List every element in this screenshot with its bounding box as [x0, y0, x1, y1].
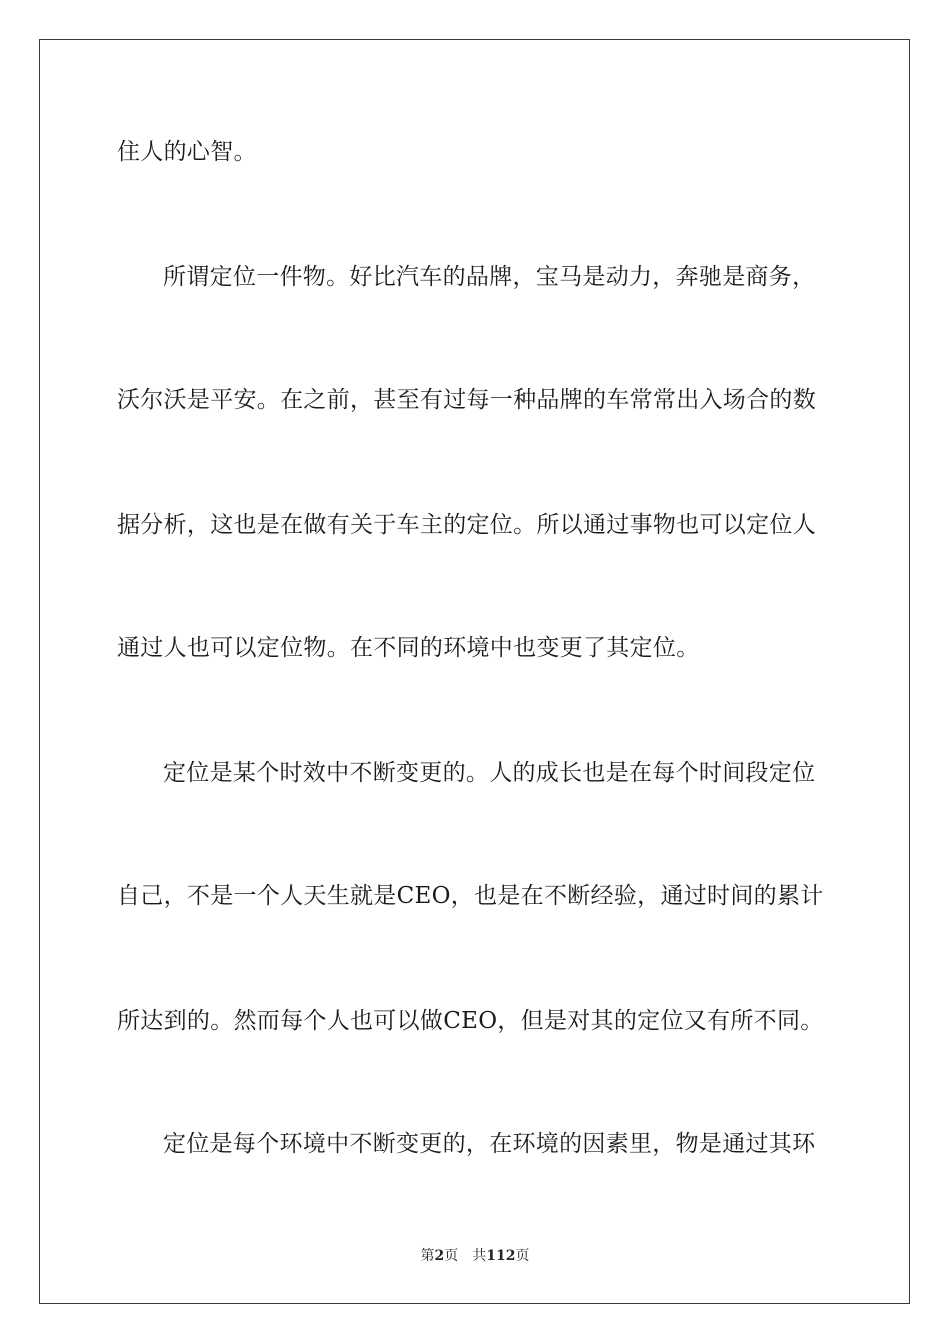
paragraph-line: 据分析，这也是在做有关于车主的定位。所以通过事物也可以定位人: [117, 512, 816, 538]
page-label-suffix: 页: [444, 1248, 459, 1264]
page-label-prefix: 第: [420, 1248, 435, 1264]
total-label-prefix: 共: [472, 1248, 487, 1264]
paragraph-line: 住人的心智。: [117, 139, 257, 165]
total-pages: 112: [486, 1248, 516, 1264]
paragraph-line: 通过人也可以定位物。在不同的环境中也变更了其定位。: [117, 635, 700, 661]
total-label-suffix: 页: [515, 1248, 530, 1264]
page-footer: [0, 1247, 950, 1265]
page-border: [39, 39, 910, 1304]
page-number: 2: [434, 1248, 445, 1264]
paragraph-line: 定位是某个时效中不断变更的。人的成长也是在每个时间段定位: [163, 760, 816, 786]
paragraph-line: 定位是每个环境中不断变更的，在环境的因素里，物是通过其环: [163, 1131, 816, 1157]
paragraph-line: 所达到的。然而每个人也可以做CEO，但是对其的定位又有所不同。: [117, 1008, 824, 1034]
paragraph-line: 自己，不是一个人天生就是CEO，也是在不断经验，通过时间的累计: [117, 883, 824, 909]
paragraph-line: 所谓定位一件物。好比汽车的品牌，宝马是动力，奔驰是商务，: [163, 264, 816, 290]
paragraph-line: 沃尔沃是平安。在之前，甚至有过每一种品牌的车常常出入场合的数: [117, 387, 816, 413]
